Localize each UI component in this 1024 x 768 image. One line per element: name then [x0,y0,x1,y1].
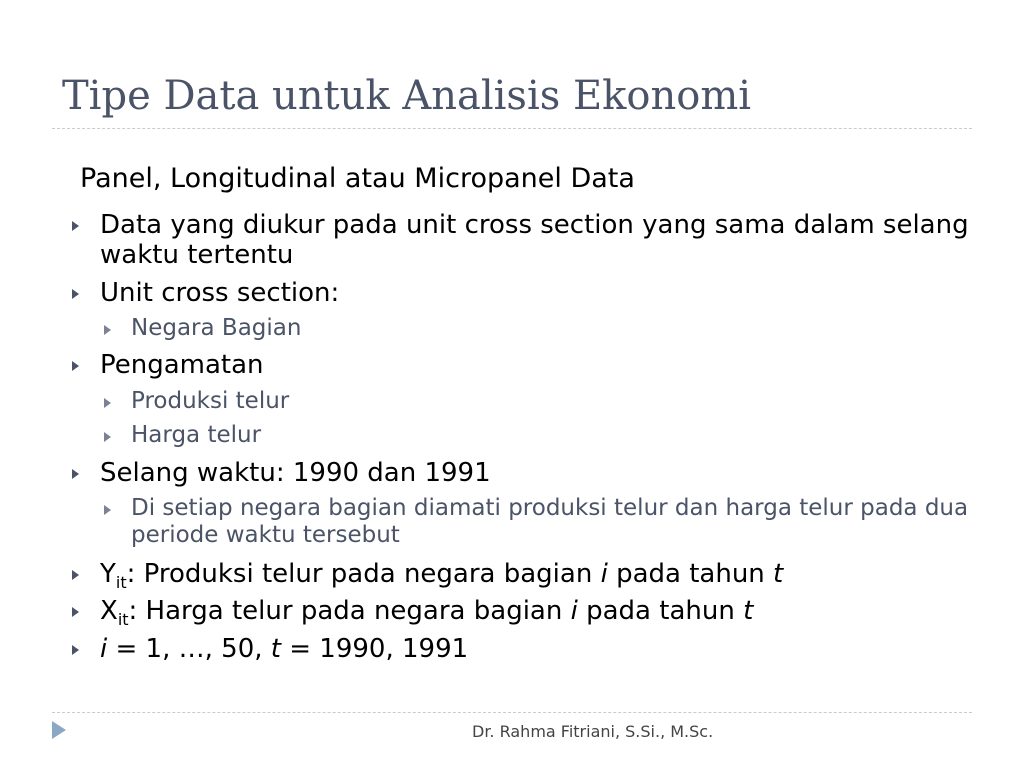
play-arrow-icon[interactable] [52,721,66,739]
text-fragment: pada tahun [577,596,744,626]
italic-var: t [773,559,784,589]
italic-var: i [570,596,578,626]
bullet-text: Selang waktu: 1990 dan 1991 [100,458,491,488]
slide-title: Tipe Data untuk Analisis Ekonomi [62,73,752,119]
italic-var: t [270,634,281,664]
footer-author: Dr. Rahma Fitriani, S.Si., M.Sc. [472,722,714,741]
bullet-text [100,634,468,664]
sub-bullet-text: Produksi telur [131,388,290,414]
bullet-text [100,559,783,598]
triangle-bullet-icon [72,469,79,479]
text-fragment: : Produksi telur pada negara bagian [126,559,601,589]
sub-bullet-text: Negara Bagian [131,315,302,341]
bullet-text [100,596,753,635]
bottom-divider [52,712,972,713]
bullet-line: Di setiap negara bagian diamati produksi telur dan harga telur pada dua [131,495,969,521]
triangle-bullet-icon [72,607,79,617]
triangle-bullet-icon [72,361,79,371]
bullet-line: Data yang diukur pada unit cross section yang sama dalam selang [100,210,969,240]
sub-bullet-text [131,495,968,549]
bullet-line: waktu tertentu [100,240,294,270]
triangle-bullet-icon [72,570,79,580]
subscript: it [117,610,129,629]
bullet-line: periode waktu tersebut [131,522,400,548]
text-fragment: : Harga telur pada negara bagian [128,596,571,626]
bullet-text: Pengamatan [100,350,264,380]
triangle-bullet-icon [104,325,111,335]
slide-subtitle: Panel, Longitudinal atau Micropanel Data [80,163,635,194]
text-fragment: = 1990, 1991 [280,634,469,664]
text-fragment: = 1, …, 50, [107,634,271,664]
variable-symbol: X [100,596,118,626]
variable-symbol: Y [100,559,116,589]
subscript: it [115,573,127,592]
triangle-bullet-icon [72,289,79,299]
italic-var: t [743,596,754,626]
italic-var: i [100,634,108,664]
triangle-bullet-icon [72,221,79,231]
triangle-bullet-icon [104,505,111,515]
sub-bullet-text: Harga telur [131,422,262,448]
triangle-bullet-icon [72,645,79,655]
triangle-bullet-icon [104,432,111,442]
triangle-bullet-icon [104,398,111,408]
italic-var: i [600,559,608,589]
bullet-text: Unit cross section: [100,278,340,308]
bullet-text [100,210,969,270]
text-fragment: pada tahun [607,559,774,589]
